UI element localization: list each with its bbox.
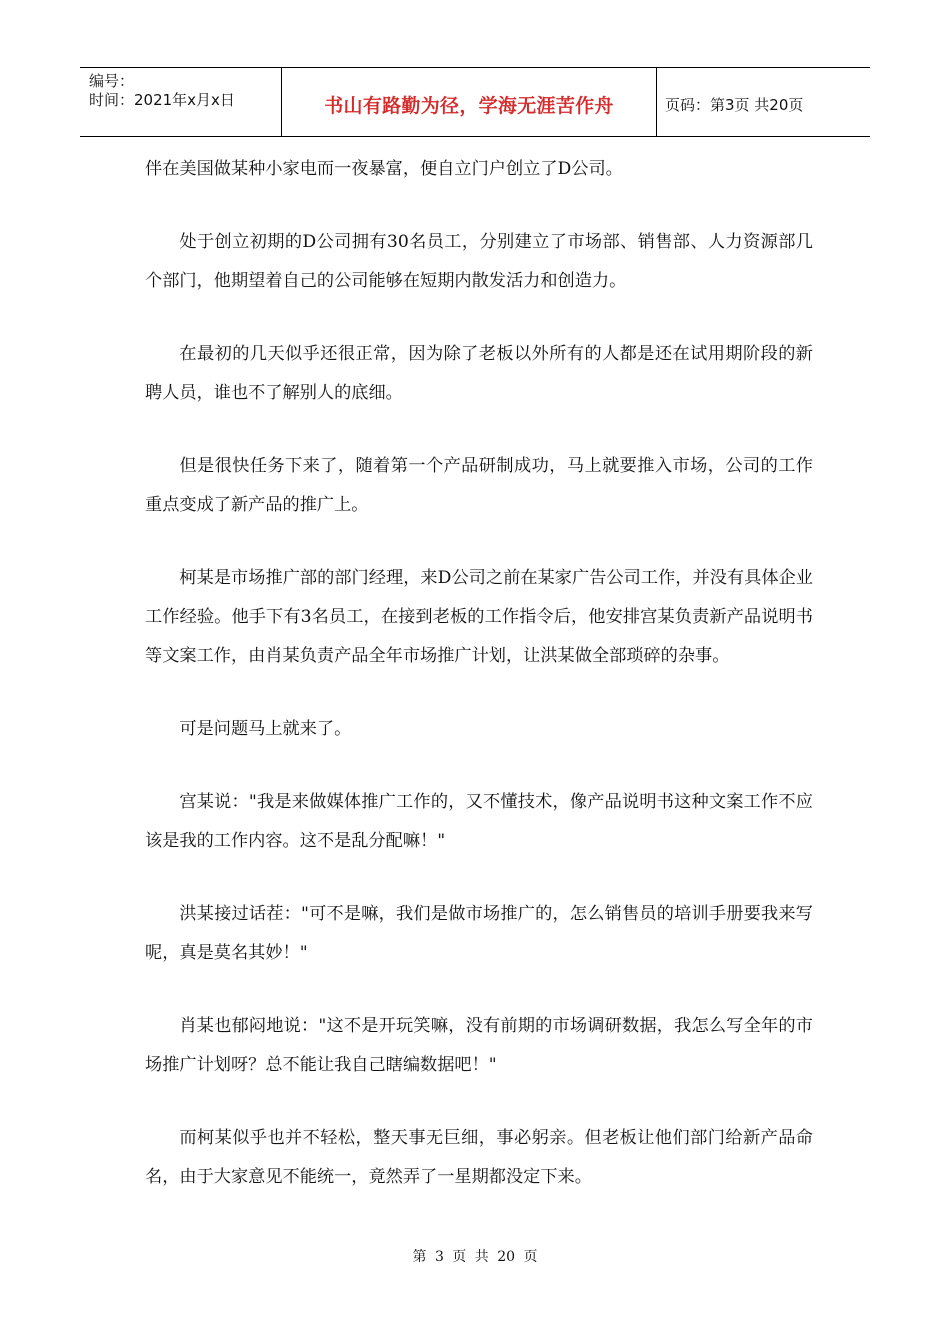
paragraph: 洪某接过话茬："可不是嘛，我们是做市场推广的，怎么销售员的培训手册要我来写呢，真是莫名其妙！" [145,904,813,963]
header-motto: 书山有路勤为径，学海无涯苦作舟 [282,68,657,136]
header-meta-cell [80,68,282,136]
paragraph: 肖某也郁闷地说："这不是开玩笑嘛，没有前期的市场调研数据，我怎么写全年的市场推广计划呀？总不能让我自己瞎编数据吧！" [145,1016,813,1075]
paragraph: 柯某是市场推广部的部门经理，来D公司之前在某家广告公司工作，并没有具体企业工作经验。他手下有3名员工，在接到老板的工作指令后，他安排宫某负责新产品说明书等文案工作，由肖某负责产品全年市场推广计划，让洪某做全部琐碎的杂事。 [145,568,813,666]
header-page-info: 页码：第3页 共20页 [665,95,804,114]
document-body [145,150,813,1231]
paragraph: 宫某说："我是来做媒体推广工作的，又不懂技术，像产品说明书这种文案工作不应该是我的工作内容。这不是乱分配嘛！" [145,792,813,851]
document-header [80,67,870,137]
page-footer: 第 3 页 共 20 页 [412,1249,538,1265]
document-time-label: 时间：2021年x月x日 [89,91,235,109]
paragraph: 但是很快任务下来了，随着第一个产品研制成功，马上就要推入市场，公司的工作重点变成了新产品的推广上。 [145,456,813,515]
paragraph: 可是问题马上就来了。 [179,719,352,739]
paragraph: 伴在美国做某种小家电而一夜暴富，便自立门户创立了D公司。 [145,159,623,179]
paragraph: 而柯某似乎也并不轻松，整天事无巨细，事必躬亲。但老板让他们部门给新产品命名，由于大家意见不能统一，竟然弄了一星期都没定下来。 [145,1128,813,1187]
paragraph: 在最初的几天似乎还很正常，因为除了老板以外所有的人都是还在试用期阶段的新聘人员，谁也不了解别人的底细。 [145,344,813,403]
paragraph: 处于创立初期的D公司拥有30名员工，分别建立了市场部、销售部、人力资源部几个部门，他期望着自己的公司能够在短期内散发活力和创造力。 [145,232,813,291]
document-number-label: 编号： [89,72,135,90]
